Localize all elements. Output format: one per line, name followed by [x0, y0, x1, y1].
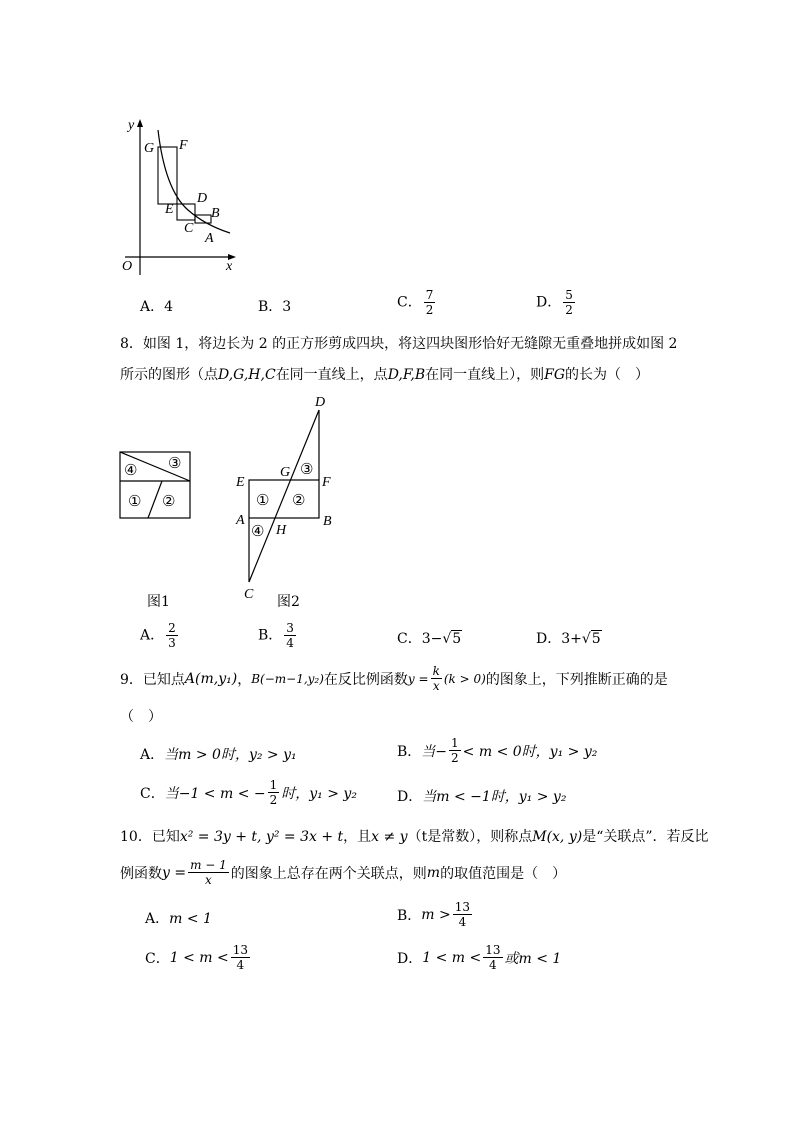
label-g: G — [280, 465, 291, 480]
fraction: $\frac{1}{2}$ — [269, 778, 278, 807]
q10-option-d: D． 1 < m < $\frac{13}{4}$ 或m < 1 — [397, 943, 562, 972]
piece-label-2: ② — [292, 493, 306, 509]
fraction: $\frac{1}{2}$ — [451, 736, 459, 765]
label-y: y — [128, 118, 135, 133]
q8-line1: 8．如图 1，将边长为 2 的正方形剪成四块，将这四块图形恰好无缝隙无重叠地拼成如图 2 — [120, 336, 678, 352]
q10-line2: 例函数 y = $\frac{m - 1}{x}$ 的图象上总存在两个关联点，则 m 的取值范围是（ ） — [120, 858, 567, 887]
y-axis-arrow — [137, 119, 143, 127]
q8-option-c: C．3−√5 — [397, 631, 462, 647]
label-c: C — [184, 221, 194, 236]
piece-label-4: ④ — [124, 463, 138, 479]
label-h: H — [276, 523, 287, 538]
fraction: $\frac{2}{3}$ — [168, 621, 176, 650]
q8-option-d: D．3+√5 — [536, 631, 601, 647]
q9-option-b: B． 当− $\frac{1}{2}$ < m < 0时，y₁ > y₂ — [397, 736, 598, 765]
label-f: F — [179, 138, 188, 153]
q7-figure — [110, 115, 250, 280]
fraction: $\frac{13}{4}$ — [485, 943, 501, 972]
label-x: x — [226, 259, 233, 274]
label-a: A — [236, 513, 245, 528]
fraction: $\frac{13}{4}$ — [232, 943, 248, 972]
q10-option-b: B． m > $\frac{13}{4}$ — [397, 900, 471, 929]
piece-label-3: ③ — [300, 462, 314, 478]
rect-ab — [195, 215, 211, 223]
q9-option-c: C． 当−1 < m < − $\frac{1}{2}$ 时，y₁ > y₂ — [140, 778, 357, 807]
slanted-cut — [148, 481, 162, 518]
label-o: O — [122, 259, 133, 274]
fraction: $\frac{5}{2}$ — [565, 288, 573, 317]
label-d: D — [315, 395, 326, 410]
label-d: D — [197, 191, 208, 206]
piece-label-2: ② — [162, 494, 176, 510]
q7-option-c: C． $\frac{7}{2}$ — [397, 288, 434, 317]
piece-label-3: ③ — [168, 456, 182, 472]
q8-option-a: A． $\frac{2}{3}$ — [140, 621, 176, 650]
label-b: B — [211, 206, 220, 221]
q9-line1: 9．已知点 A(m,y₁) ， B(−m−1,y₂) 在反比例函数 y = $\frac{k}{x}$ (k > 0) 的图象上，下列推断正确的是 — [120, 664, 668, 693]
q8-figure-1-caption: 图1 — [147, 594, 170, 610]
label-g: G — [144, 141, 155, 156]
label-c: C — [244, 587, 254, 602]
q7-option-d: D． $\frac{5}{2}$ — [536, 288, 573, 317]
fraction: $\frac{13}{4}$ — [454, 900, 471, 929]
q9-option-d: D．当m < −1时，y₁ > y₂ — [397, 789, 567, 805]
fraction: $\frac{3}{4}$ — [286, 621, 294, 650]
q7-option-b: B．3 — [258, 299, 292, 315]
q10-line1: 10．已知x² = 3y + t, y² = 3x + t，且x ≠ y（t是常数），则称点M(x, y)是“关联点”．若反比 — [120, 829, 709, 845]
q7-option-a: A．4 — [140, 299, 174, 315]
label-a: A — [205, 231, 214, 246]
q8-line2: 所示的图形（点D,G,H,C在同一直线上，点D,F,B在同一直线上），则FG的长为（ ） — [120, 367, 650, 383]
label-e: E — [236, 475, 245, 490]
q8-figure-2-caption: 图2 — [277, 594, 300, 610]
q8-figure-1 — [118, 450, 194, 522]
piece-label-1: ① — [128, 494, 142, 510]
q9-option-a: A．当m > 0时，y₂ > y₁ — [140, 747, 297, 763]
q8-option-b: B． $\frac{3}{4}$ — [258, 621, 294, 650]
label-e: E — [165, 202, 174, 217]
fraction: $\frac{m - 1}{x}$ — [190, 858, 227, 887]
q8-figure-2 — [232, 392, 344, 602]
rect-ed — [177, 204, 195, 220]
label-f: F — [322, 475, 331, 490]
q9-paren: （ ） — [120, 709, 162, 725]
label-b: B — [323, 514, 332, 529]
fraction: $\frac{k}{x}$ — [432, 664, 440, 693]
q10-option-a: A．m < 1 — [145, 911, 212, 927]
q10-option-c: C． 1 < m < $\frac{13}{4}$ — [145, 943, 248, 972]
fraction: $\frac{7}{2}$ — [425, 288, 434, 317]
piece-label-1: ① — [256, 493, 270, 509]
piece-label-4: ④ — [251, 524, 265, 540]
